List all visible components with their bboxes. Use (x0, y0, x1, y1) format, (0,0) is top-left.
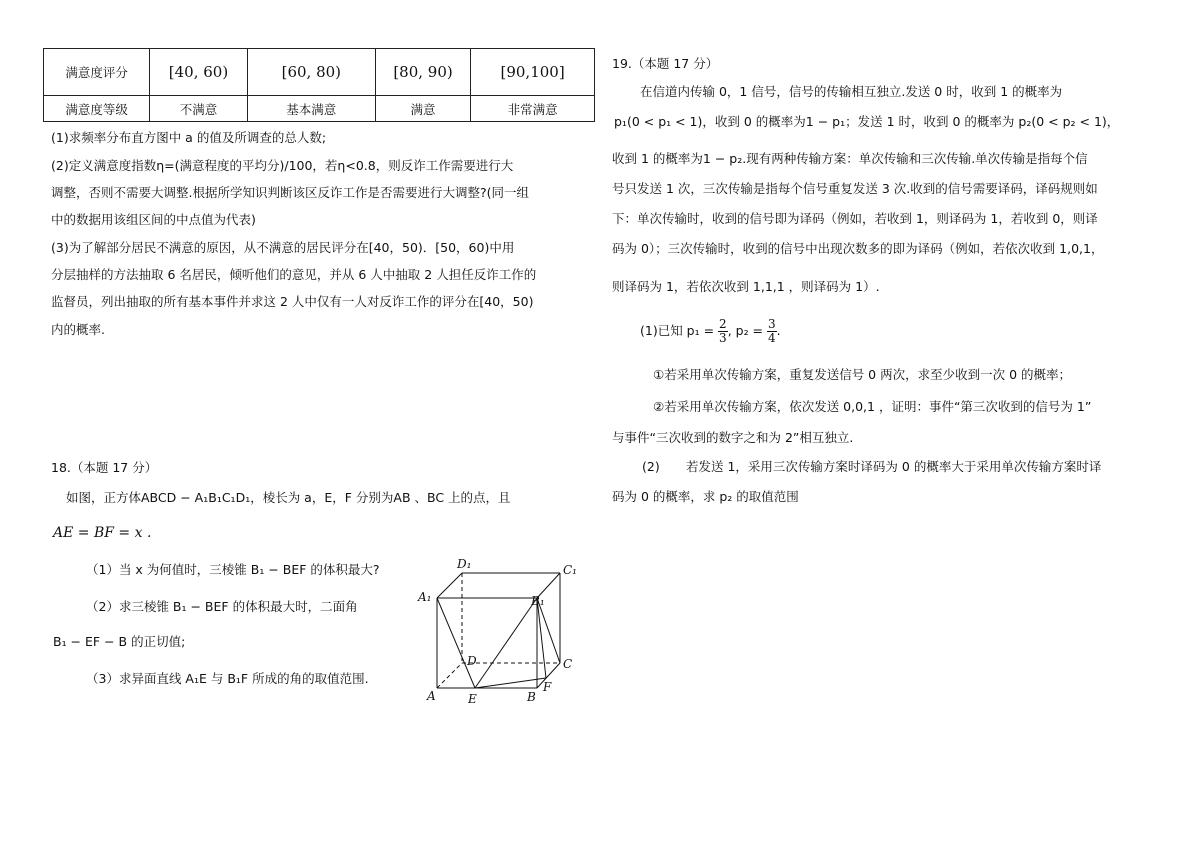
table-cell: [80, 90) (375, 49, 470, 96)
q17-part3-line1: (3)为了解部分居民不满意的原因，从不满意的居民评分在[40，50)．[50，60)中用 (51, 240, 515, 255)
cube-figure (415, 555, 585, 710)
q18-condition: AE = BF = x . (53, 525, 152, 541)
q19-header: 19.（本题 17 分） (612, 56, 719, 71)
q19-sub2-cont: 码为 0 的概率，求 p₂ 的取值范围 (612, 489, 799, 504)
table-cell: 不满意 (150, 96, 247, 122)
fraction-den: 3 (719, 331, 727, 345)
table-cell: [60, 80) (247, 49, 375, 96)
q18-intro: 如图，正方体ABCD − A₁B₁C₁D₁，棱长为 a，E，F 分别为AB 、BC 上的点，且 (66, 490, 511, 505)
table-row (44, 96, 595, 122)
table-cell: 满意 (375, 96, 470, 122)
q19-case1: ①若采用单次传输方案，重复发送信号 0 两次，求至少收到一次 0 的概率； (653, 367, 1072, 382)
label-E: E (468, 692, 477, 706)
satisfaction-table (43, 48, 595, 122)
q18-sub1: （1）当 x 为何值时，三棱锥 B₁ − BEF 的体积最大? (86, 562, 380, 577)
fraction-num: 2 (719, 317, 727, 331)
label-D: D (467, 654, 477, 668)
table-row (44, 49, 595, 96)
label-D1: D₁ (457, 557, 472, 571)
q19-case2: ②若采用单次传输方案，依次发送 0,0,1 ，证明：事件“第三次收到的信号为 1” (653, 399, 1092, 414)
fraction-num: 3 (768, 317, 776, 331)
q17-part2-line1: (2)定义满意度指数η=(满意程度的平均分)/100，若η<0.8，则反诈工作需要进行大 (51, 158, 514, 173)
table-cell: 满意度评分 (44, 49, 150, 96)
q17-part1: (1)求频率分布直方图中 a 的值及所调查的总人数; (51, 130, 327, 145)
label-B1: B₁ (531, 594, 545, 608)
label-C: C (563, 657, 573, 671)
table-cell: [90,100] (471, 49, 595, 96)
q17-part3-line2: 分层抽样的方法抽取 6 名居民，倾听他们的意见，并从 6 人中抽取 2 人担任反诈工作的 (51, 267, 537, 282)
q17-part2-line2: 调整，否则不需要大调整.根据所学知识判断该区反诈工作是否需要进行大调整?(同一组 (51, 185, 529, 200)
q18-sub2-cont: B₁ − EF − B 的正切值; (53, 634, 186, 649)
table-cell: 满意度等级 (44, 96, 150, 122)
q18-sub2: （2）求三棱锥 B₁ − BEF 的体积最大时，二面角 (86, 599, 358, 614)
q19-sub1 (640, 316, 781, 346)
q19-case2-cont: 与事件“三次收到的数字之和为 2”相互独立. (612, 430, 854, 445)
q18-sub3: （3）求异面直线 A₁E 与 B₁F 所成的角的取值范围. (86, 671, 369, 686)
q19-sub1-mid: , p₂ = (727, 323, 768, 338)
q19-line4: 号只发送 1 次，三次传输是指每个信号重复发送 3 次.收到的信号需要译码，译码规则如 (612, 181, 1098, 196)
q17-part2-line3: 中的数据用该组区间的中点值为代表) (51, 212, 256, 227)
fraction-den: 4 (768, 331, 776, 345)
label-A1: A₁ (418, 590, 432, 604)
label-F: F (543, 680, 552, 694)
q19-line3: 收到 1 的概率为1 − p₂.现有两种传输方案：单次传输和三次传输.单次传输是指每个信 (612, 151, 1088, 166)
q19-sub2: 若发送 1，采用三次传输方案时译码为 0 的概率大于采用单次传输方案时译 (686, 459, 1102, 474)
q17-part3-line3: 监督员，列出抽取的所有基本事件并求这 2 人中仅有一人对反诈工作的评分在[40，50) (51, 294, 534, 309)
q19-line6: 码为 0）；三次传输时，收到的信号中出现次数多的即为译码（例如，若依次收到 1,0,1， (612, 241, 1104, 256)
label-B: B (527, 690, 536, 704)
q19-line1: 在信道内传输 0，1 信号，信号的传输相互独立.发送 0 时，收到 1 的概率为 (640, 84, 1063, 99)
table-cell: 基本满意 (247, 96, 375, 122)
fraction-p2 (767, 318, 777, 345)
q19-line7: 则译码为 1，若依次收到 1,1,1 ，则译码为 1）. (612, 279, 880, 294)
q19-line2: p₁(0 < p₁ < 1)，收到 0 的概率为1 − p₁；发送 1 时，收到 0 的概率为 p₂(0 < p₂ < 1)， (614, 114, 1120, 129)
table-cell: 非常满意 (471, 96, 595, 122)
fraction-p1 (718, 318, 728, 345)
label-C1: C₁ (563, 563, 577, 577)
q18-header: 18.（本题 17 分） (51, 460, 158, 475)
table-cell: [40, 60) (150, 49, 247, 96)
q19-line5: 下：单次传输时，收到的信号即为译码（例如，若收到 1，则译码为 1，若收到 0，则译 (612, 211, 1098, 226)
label-A: A (427, 689, 436, 703)
q19-sub1-end: . (776, 323, 781, 338)
q17-part3-line4: 内的概率. (51, 322, 105, 337)
q19-sub1-prefix: (1)已知 p₁ = (640, 323, 719, 338)
q19-sub2-num: (2) (642, 459, 660, 474)
